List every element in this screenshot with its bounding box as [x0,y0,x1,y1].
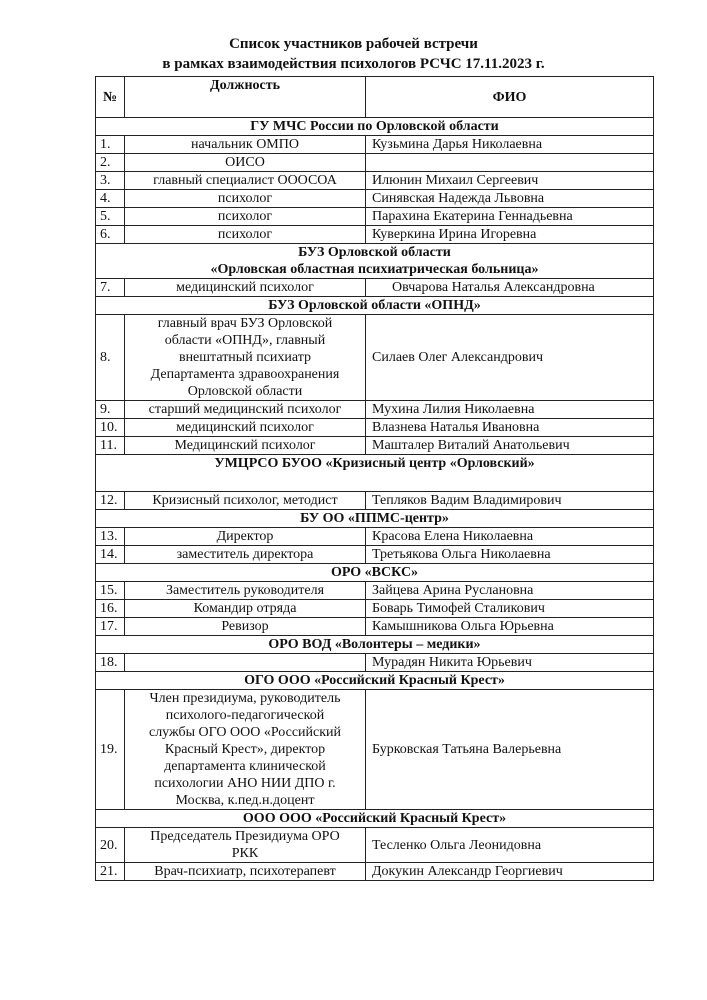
section-title: ООО ООО «Российский Красный Крест» [96,810,654,828]
participant-position: главный врач БУЗ Орловской области «ОПНД», главный внештатный психиатр Департамента здравоохранения Орловской области [125,315,366,401]
row-number: 8. [96,315,125,401]
participant-position: ОИСО [125,154,366,172]
participant-position: психолог [125,190,366,208]
row-number: 7. [96,279,125,297]
section-header-row [96,636,654,654]
participant-position: главный специалист ОООСОА [125,172,366,190]
participant-name: Камышникова Ольга Юрьевна [366,618,654,636]
participant-position: медицинский психолог [125,419,366,437]
participant-row [96,863,654,881]
participant-row [96,582,654,600]
participant-row [96,226,654,244]
section-header-row [96,297,654,315]
row-number: 20. [96,828,125,863]
participant-name: Бурковская Татьяна Валерьевна [366,690,654,810]
row-number: 19. [96,690,125,810]
section-header-row [96,118,654,136]
row-number: 2. [96,154,125,172]
participant-name: Куверкина Ирина Игоревна [366,226,654,244]
column-header-position: Должность [125,77,366,118]
participant-position: Директор [125,528,366,546]
participant-name: Синявская Надежда Львовна [366,190,654,208]
row-number: 13. [96,528,125,546]
row-number: 9. [96,401,125,419]
participant-row [96,154,654,172]
section-header-row [96,244,654,279]
document-title: Список участников рабочей встречи [229,36,478,52]
section-title: БУЗ Орловской области «ОПНД» [96,297,654,315]
participant-name: Кузьмина Дарья Николаевна [366,136,654,154]
section-header-row [96,564,654,582]
participant-name: Овчарова Наталья Александровна [366,279,654,297]
section-title: ОРО «ВСКС» [96,564,654,582]
participant-row [96,546,654,564]
participant-position: Член президиума, руководитель психолого-педагогической службы ОГО ООО «Российский Красный Крест», директор департамента клинической психологии АНО НИИ ДПО г. Москва, к.пед.н.доцент [125,690,366,810]
row-number: 10. [96,419,125,437]
section-title: ГУ МЧС России по Орловской области [96,118,654,136]
participant-name: Мурадян Никита Юрьевич [366,654,654,672]
participant-name [366,154,654,172]
participant-row [96,419,654,437]
participant-row [96,528,654,546]
participant-position: Председатель Президиума ОРО РКК [125,828,366,863]
participant-position: Медицинский психолог [125,437,366,455]
participant-name: Тесленко Ольга Леонидовна [366,828,654,863]
participant-position: Кризисный психолог, методист [125,492,366,510]
participant-row [96,654,654,672]
table-header-row [96,77,654,118]
section-header-row [96,455,654,492]
participant-row [96,172,654,190]
participant-position: Командир отряда [125,600,366,618]
participant-position: заместитель директора [125,546,366,564]
participant-name: Зайцева Арина Руслановна [366,582,654,600]
participant-row [96,279,654,297]
participant-name: Парахина Екатерина Геннадьевна [366,208,654,226]
row-number: 3. [96,172,125,190]
section-title: БУЗ Орловской области «Орловская областная психиатрическая больница» [96,244,654,279]
participant-row [96,437,654,455]
participant-row [96,315,654,401]
row-number: 6. [96,226,125,244]
row-number: 18. [96,654,125,672]
section-title: БУ ОО «ППМС-центр» [96,510,654,528]
section-header-row [96,672,654,690]
participant-name: Докукин Александр Георгиевич [366,863,654,881]
section-title: УМЦРСО БУОО «Кризисный центр «Орловский» [96,455,654,492]
document-subtitle: в рамках взаимодействия психологов РСЧС 17.11.2023 г. [162,56,545,72]
participant-position: Врач-психиатр, психотерапевт [125,863,366,881]
participant-name: Тепляков Вадим Владимирович [366,492,654,510]
participant-position: Заместитель руководителя [125,582,366,600]
column-header-name: ФИО [366,77,654,118]
row-number: 17. [96,618,125,636]
participant-position [125,654,366,672]
participant-name: Влазнева Наталья Ивановна [366,419,654,437]
row-number: 4. [96,190,125,208]
participant-name: Силаев Олег Александрович [366,315,654,401]
column-header-number: № [96,77,125,118]
section-title: ОРО ВОД «Волонтеры – медики» [96,636,654,654]
row-number: 16. [96,600,125,618]
participant-name: Илюнин Михаил Сергеевич [366,172,654,190]
participant-name: Машталер Виталий Анатольевич [366,437,654,455]
row-number: 21. [96,863,125,881]
participant-row [96,401,654,419]
participant-position: начальник ОМПО [125,136,366,154]
participant-position: Ревизор [125,618,366,636]
participant-position: психолог [125,208,366,226]
participant-row [96,190,654,208]
participant-position: медицинский психолог [125,279,366,297]
participant-name: Боварь Тимофей Сталикович [366,600,654,618]
participant-row [96,828,654,863]
participant-row [96,618,654,636]
participant-row [96,690,654,810]
participant-row [96,492,654,510]
participants-table [95,76,654,881]
row-number: 5. [96,208,125,226]
participant-name: Третьякова Ольга Николаевна [366,546,654,564]
participant-name: Мухина Лилия Николаевна [366,401,654,419]
row-number: 12. [96,492,125,510]
participant-position: старший медицинский психолог [125,401,366,419]
participant-name: Красова Елена Николаевна [366,528,654,546]
participant-row [96,136,654,154]
participant-row [96,600,654,618]
row-number: 1. [96,136,125,154]
participant-position: психолог [125,226,366,244]
section-title: ОГО ООО «Российский Красный Крест» [96,672,654,690]
section-header-row [96,510,654,528]
participant-row [96,208,654,226]
row-number: 14. [96,546,125,564]
row-number: 11. [96,437,125,455]
row-number: 15. [96,582,125,600]
section-header-row [96,810,654,828]
table-body [96,118,654,881]
